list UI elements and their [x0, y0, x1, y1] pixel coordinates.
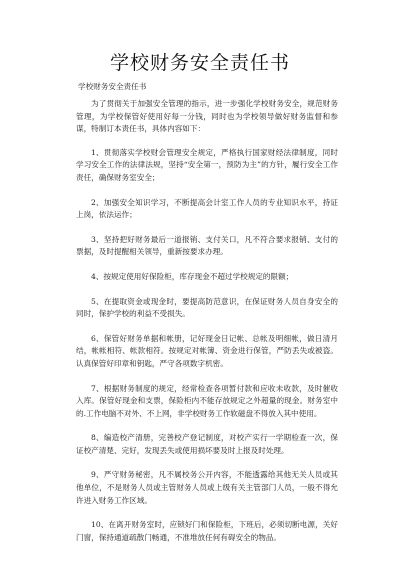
clause-8: 8、编造校产清册，完善校产登记制度，对校产实行一学期检查一次，保证校产清楚、完好，发现丢失或使用损坏要及时上报及时处理。	[76, 433, 338, 455]
clause-9: 9、严守财务秘密，凡不属校务公开内容，不能透露给其他无关人员或其他单位，不是财务人员或主管财务人员或上级有关主管部门人员，一般不得允许进入财务工作区域。	[76, 470, 338, 505]
clause-10: 10、在离开财务室时，应锁好门和保险柜，下班后，必须切断电源，关好门窗，保持通道疏散门畅通，不准堆放任何有碍安全的物品。	[76, 520, 338, 542]
clause-7: 7、根据财务制度的规定，经常检查各项暂付款和应收未收款，及时催收入库。保管好现金和支票，保险柜内不能存放规定之外超量的现金。财务室中的.工作电脑不对外、不上网，非学校财务工作软磁盘不得放入其中使用。	[76, 383, 338, 418]
clause-4: 4、按规定使用好保险柜，库存现金不超过学校规定的限额；	[91, 271, 294, 281]
clause-6: 6、保管好财务单据和帐册，记好现金日记帐、总帐及明细帐，做日清月结，帐帐相符、帐款相符。按规定对帐簿、资金进行保管，严防丢失或被盗。认真保管好印章和钥匙，严守各项数字机密。	[76, 333, 338, 368]
clause-2: 2、加强安全知识学习，不断提高会计室工作人员的专业知识水平，持证上岗，依法运作；	[76, 197, 338, 220]
clause-5: 5、在提取资金或现金时，要提高防范意识，在保证财务人员自身安全的同时，保护学校的利益不受损失。	[76, 296, 338, 319]
document-title: 学校财务安全责任书	[109, 52, 290, 74]
intro-paragraph: 为了贯彻关于加强安全管理的指示，进一步强化学校财务安全，规范财务管理，为学校保管好使用好每一分钱，同时也为学校领导做好财务监督和参谋，特制订本责任书，具体内容如下：	[76, 99, 338, 134]
document-subtitle: 学校财务安全责任书	[78, 82, 147, 91]
clause-3: 3、坚持把好财务最后一道报销、支付关口，凡不符合要求报销、支付的票据，及时提醒相关领导，重新按要求办理。	[76, 234, 338, 257]
document-body	[76, 98, 338, 556]
clause-1: 1、贯彻落实学校财会管理安全规定，严格执行国家财经法律制度，同时学习安全工作的法律法规，坚持“安全第一，预防为主”的方针，履行安全工作责任，确保财务室安全；	[76, 147, 338, 182]
